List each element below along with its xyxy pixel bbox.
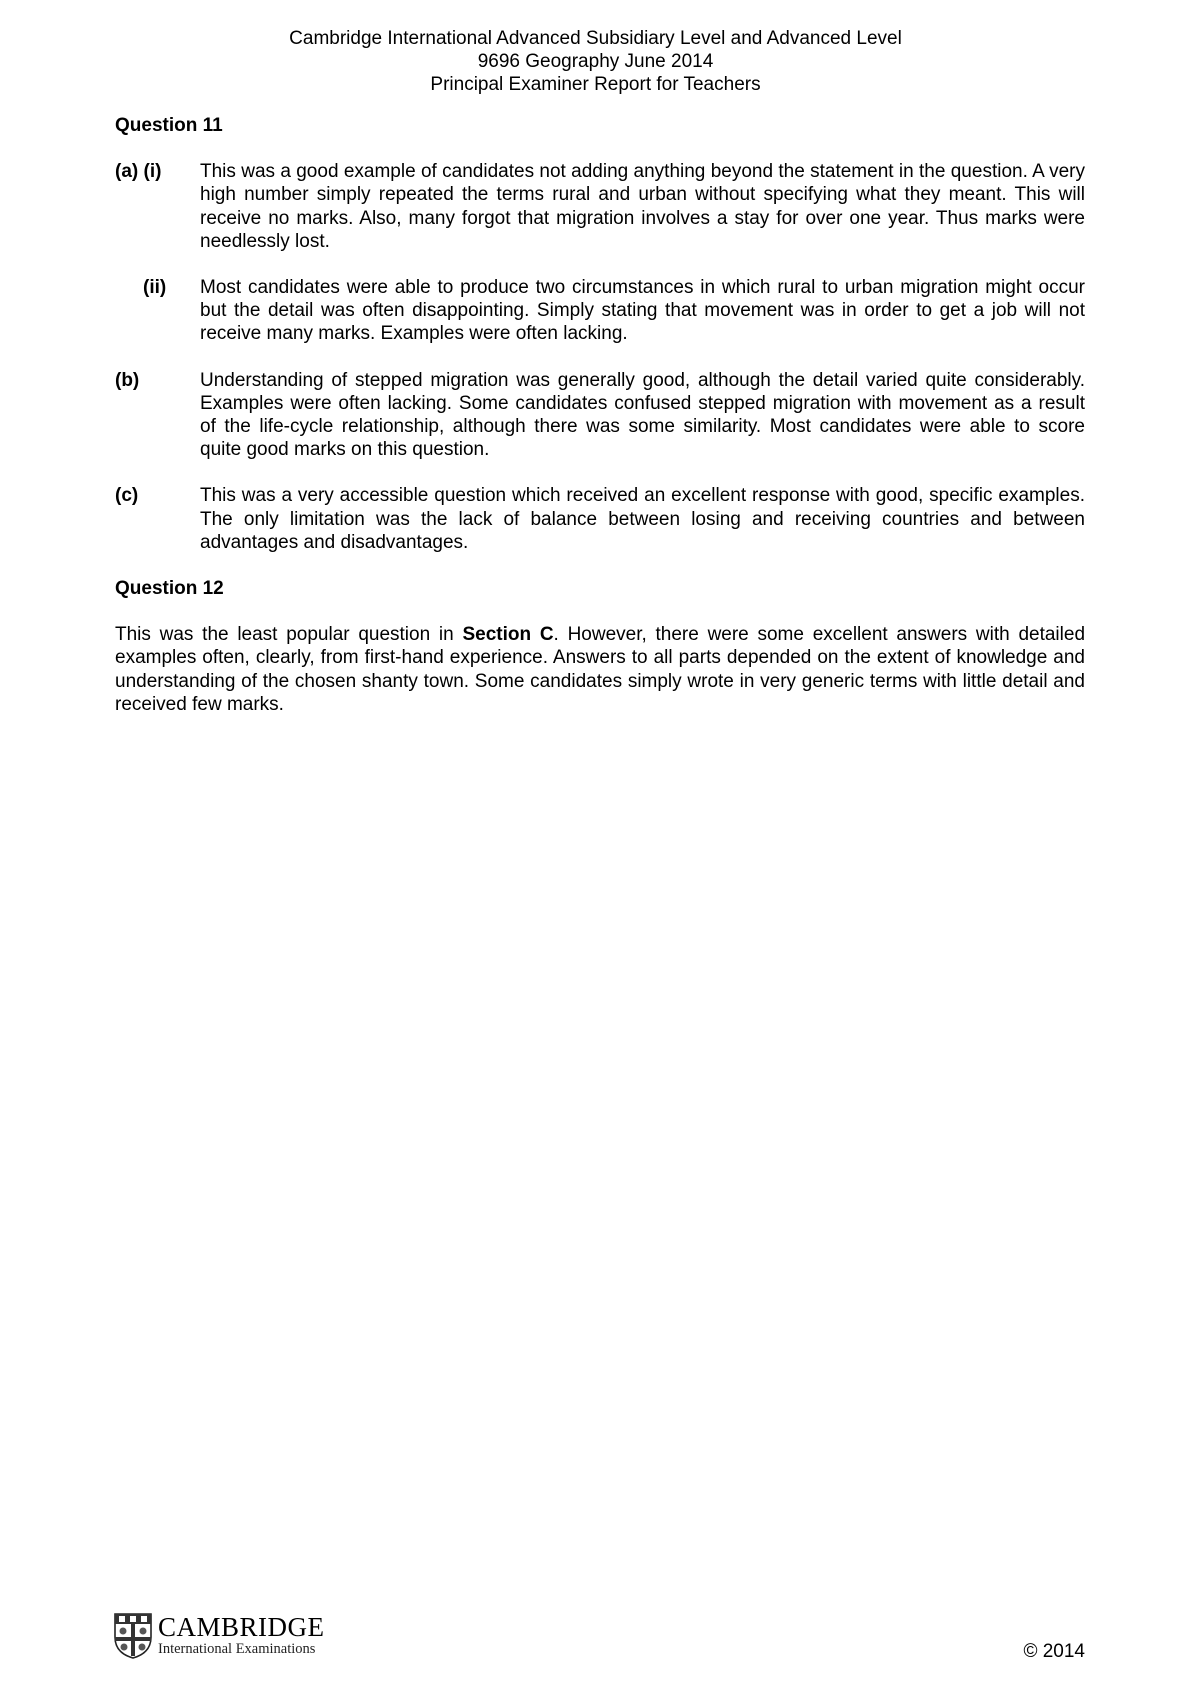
question-11-b	[115, 369, 1085, 462]
part-c-label: (c)	[115, 485, 139, 507]
subpart-i-label: (i)	[143, 161, 162, 183]
item-label	[115, 276, 200, 346]
part-a-label: (a)	[115, 161, 139, 183]
header-line-1: Cambridge International Advanced Subsidiary Level and Advanced Level	[289, 28, 902, 49]
header-line-2: 9696 Geography June 2014	[477, 51, 714, 72]
crest-icon	[114, 1613, 152, 1659]
item-text: This was a very accessible question which received an excellent response with good, specific examples. The only limitation was the lack of balance between losing and receiving countries and between advantages and disadvantages.	[200, 485, 1085, 553]
question-12-text	[115, 623, 1085, 716]
header-line-3: Principal Examiner Report for Teachers	[430, 74, 761, 95]
logo-subtitle: International Examinations	[158, 1641, 316, 1657]
question-12-heading: Question 12	[115, 578, 224, 600]
copyright-text: © 2014	[1023, 1641, 1085, 1662]
cambridge-logo	[114, 1613, 325, 1659]
part-b-label: (b)	[115, 369, 140, 391]
q12-section-c: Section C	[462, 624, 554, 646]
q12-text-before: This was the least popular question in	[115, 624, 463, 646]
q12-text-after: . However, there were some excellent answers with detailed examples often, clearly, from first-hand experience. Answers to all parts depended on the extent of knowledge and understanding of the chosen shanty town. Some candidates simply wrote in very generic terms with little detail and received few marks.	[115, 624, 1086, 715]
item-text: This was a good example of candidates not adding anything beyond the statement in the question. A very high number simply repeated the terms rural and urban without specifying what they meant. This will receive no marks. Also, many forgot that migration involves a stay for over one year. Thus marks were needlessly lost.	[200, 161, 1085, 252]
question-11-c	[115, 484, 1085, 554]
item-text: Most candidates were able to produce two circumstances in which rural to urban migration might occur but the detail was often disappointing. Simply stating that movement was in order to get a job will not receive many marks. Examples were often lacking.	[200, 277, 1085, 345]
question-11-heading: Question 11	[115, 115, 223, 136]
report-body	[115, 114, 1085, 716]
subpart-ii-label: (ii)	[143, 277, 167, 299]
question-11-a-ii	[115, 276, 1085, 346]
page-header	[0, 27, 1191, 96]
item-label	[115, 160, 200, 253]
question-11-a-i	[115, 160, 1085, 253]
logo-name: CAMBRIDGE	[158, 1612, 325, 1642]
item-text: Understanding of stepped migration was generally good, although the detail varied quite considerably. Examples were often lacking. Some candidates confused stepped migration with movement as a result of the life-cycle relationship, although there was some similarity. Most candidates were able to score quite good marks on this question.	[200, 369, 1085, 461]
